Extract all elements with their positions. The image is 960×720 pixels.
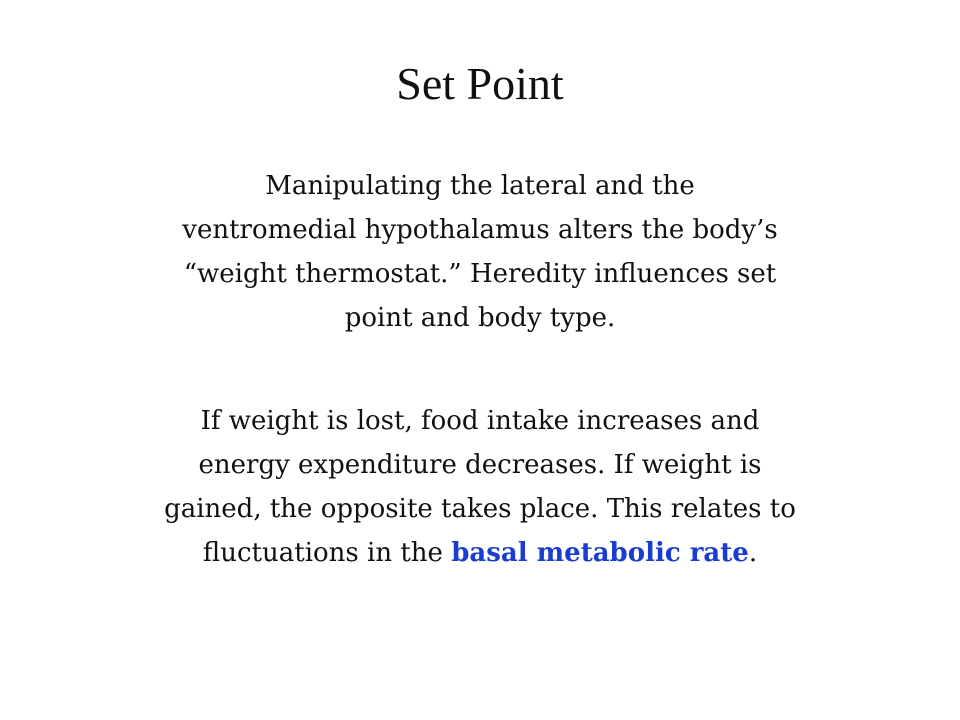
last-line-suffix: .	[748, 538, 758, 568]
last-line-prefix: fluctuations in the	[202, 538, 452, 568]
paragraph-line: gained, the opposite takes place. This relates to	[164, 494, 796, 524]
paragraph-line: ventromedial hypothalamus alters the body’s	[182, 215, 778, 245]
paragraph-line: Manipulating the lateral and the	[265, 171, 695, 201]
paragraph-hypothalamus	[0, 164, 960, 340]
highlight-term: basal metabolic rate	[451, 538, 749, 568]
paragraph-line: point and body type.	[344, 303, 616, 333]
paragraph-line: If weight is lost, food intake increases and	[200, 406, 760, 436]
paragraph-line: energy expenditure decreases. If weight is	[198, 450, 762, 480]
paragraph-last-line	[0, 531, 960, 575]
paragraph-weight-change	[0, 399, 960, 575]
slide-title: Set Point	[396, 58, 564, 109]
paragraph-line: “weight thermostat.” Heredity influences set	[183, 259, 777, 289]
